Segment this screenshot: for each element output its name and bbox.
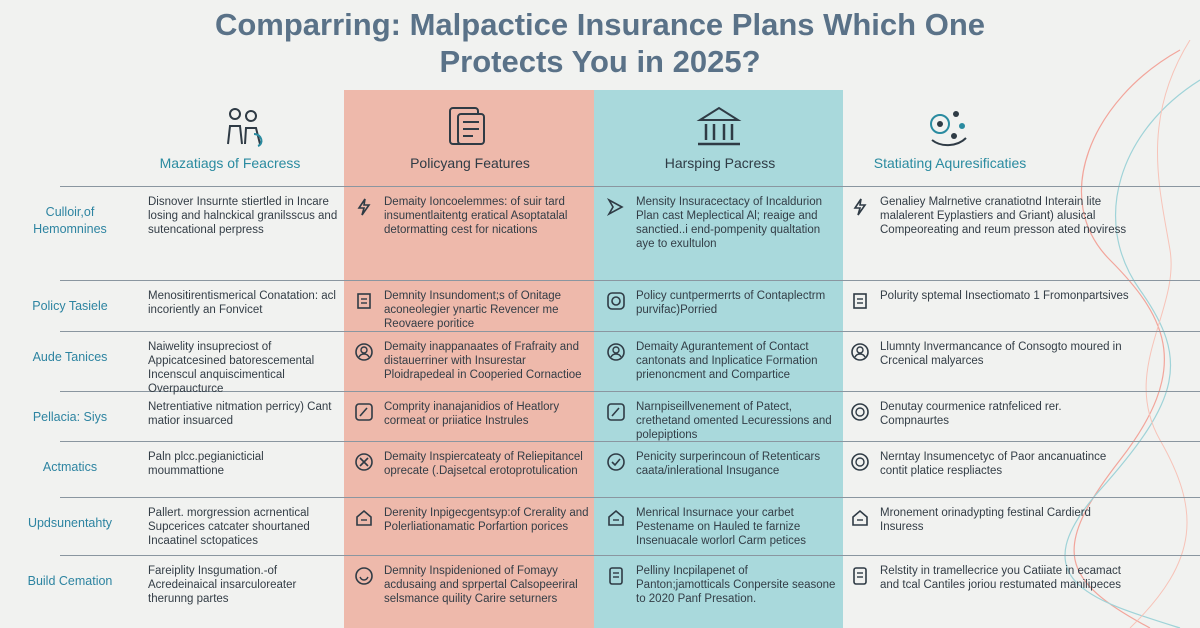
cell-text: Narnpiseillvenement of Patect, crethetand omented Lecuressions and polepiptions [636,401,832,441]
row-label: Policy Tasiele [32,299,108,313]
table-cell [148,340,338,395]
table-cell [148,506,338,554]
cell-text: Demaity inappanaates of Frafraity and distauerriner with Insurestar Ploidrapedeal in Cooperied Cornactioe [384,341,582,381]
smile-icon [354,566,374,586]
home-icon [606,508,626,528]
cell-text: Fareiplity Insgumation.-of Acredeinaical insarculoreater therunng partes [148,565,297,605]
table-cell [850,506,1130,554]
pencil-icon [606,402,626,422]
table-cell [354,289,590,330]
cell-text: Demaity Inspiercateaty of Reliepitancel oprecate (.Dajsetcal erotoprotulication [384,451,583,477]
arrow-icon [606,197,626,217]
user-icon [850,342,870,362]
table-cell [850,340,1130,390]
check-circle-icon [606,452,626,472]
molecule-icon [924,104,974,150]
cell-text: Derenity Inpigecgentsyp:of Crerality and Polerliationamatic Porfartion porices [384,507,589,533]
lightning-icon [850,197,870,217]
page-title [0,6,1200,80]
lightning-icon [354,197,374,217]
document-icon [850,566,870,586]
cell-text: Demnity Inspidenioned of Fomayy acdusaing and sprpertal Calsopeeriral selsmance quility Carire seturners [384,565,578,605]
cell-text: Pelliny Incpilapenet of Panton;jamotticals Conpersite seasone to 2020 Panf Presation. [636,565,836,605]
cell-text: Policy cuntpermerrts of Contaplectrm purvifac)Porried [636,290,826,316]
x-circle-icon [354,452,374,472]
table-cell [606,564,840,627]
target-icon [850,452,870,472]
cell-text: Penicity surperincoun of Retenticars caata/inlerational Insugance [636,451,821,477]
target-icon [850,402,870,422]
table-cell [354,450,590,496]
row-divider [60,280,1200,281]
pencil-icon [354,402,374,422]
table-cell [850,195,1130,279]
cell-text: Demaity Ioncoelemmes: of suir tard insumentlaitentg eratical Asoptatalal detormatting cest for nications [384,196,568,236]
cell-text: Llumnty Invermancance of Consogto moured in Crcenical malyarces [880,341,1122,367]
row-divider [60,186,1200,187]
table-cell [606,195,840,279]
table-cell [354,564,590,627]
people-icon [218,104,268,150]
table-cell [148,289,338,330]
user-icon [606,342,626,362]
table-cell [354,506,590,554]
table-cell [354,195,590,279]
row-label: Culloir,of Hemomnines [33,205,107,236]
table-cell [606,506,840,554]
row-label: Build Cemation [27,574,113,588]
row-divider [60,555,1200,556]
user-icon [354,342,374,362]
cell-text: Relstity in tramellecrice you Catiiate in ecamact and tcal Cantiles joriou restumated manilipeces [880,565,1121,591]
row-label: Aude Tanices [32,350,108,364]
row-divider [60,497,1200,498]
cell-text: Naiwelity insupreciost of Appicatcesined batorescemental Incenscul anquiscimentical Overpaucturce [148,341,315,395]
title-line-1: Comparring: Malpactice Insurance Plans Which One [214,7,985,42]
table-cell [354,400,590,440]
cell-text: Disnover Insurnte stiertled in Incare losing and halnckical granilsscus and sutencational perpress [148,196,338,236]
cell-text: Polurity sptemal Insectiomato 1 Fromonpartsives [880,290,1129,302]
table-cell [850,289,1130,330]
circle-icon [606,291,626,311]
table-cell [850,450,1130,496]
table-cell [354,340,590,390]
table-cell [850,400,1130,440]
document-icon [606,566,626,586]
cell-text: Menositirentismerical Conatation: acl incoriently an Fonvicet [148,290,336,316]
row-label: Pellacia: Siys [32,410,108,424]
cell-text: Menrical Insurnace your carbet Pestename on Hauled te farnize Insenuacale worlorl Carm petices [636,507,807,547]
table-cell [850,564,1130,627]
table-cell [148,450,338,496]
cell-text: Pallert. morgression acrnentical Supcerices catcater shourtaned Incaatinel sctopatices [148,507,310,547]
table-cell [606,289,840,330]
cell-text: Nerntay Insumencetyc of Paor ancanuatince contit platice respliactes [880,451,1107,477]
table-cell [606,450,840,496]
scroll-icon [354,291,374,311]
scroll-icon [850,291,870,311]
cell-text: Comprity inanajanidios of Heatlory cormeat or priiatice Instrules [384,401,560,427]
table-cell [148,195,338,279]
cell-text: Mronement orinadypting festinal Cardierd Insuress [880,507,1091,533]
row-label: Updsunentahty [27,516,113,530]
document-icon [442,104,492,150]
row-divider [60,441,1200,442]
cell-text: Genaliey Malrnetive cranatiotnd Interain lite malalerent Eyplastiers and Griant) alusical Compeoreating and reum presson ated noviress [880,196,1127,236]
bank-icon [694,104,744,150]
column-header-4: Statiating Aquresificaties [873,155,1027,171]
column-header-2: Policyang Features [410,155,530,171]
column-header-3: Harsping Pacress [664,155,776,171]
row-divider [60,331,1200,332]
cell-text: Netrentiative nitmation perricy) Cant matior insuarced [148,401,332,427]
table-cell [148,400,338,440]
column-header-1: Mazatiags of Feacress [159,155,301,171]
cell-text: Paln plcc.pegianicticial moummattione [148,451,264,477]
title-line-2: Protects You in 2025? [439,44,761,79]
table-cell [148,564,338,627]
cell-text: Demaity Agurantement of Contact cantonats and Inplicatice Formation prienoncment and Compartice [636,341,818,381]
table-cell [606,400,840,440]
cell-text: Demnity Insundoment;s of Onitage aconeolegier ynartic Revencer me Reovaere poritice [384,290,562,330]
home-icon [354,508,374,528]
cell-text: Denutay courmenice ratnfeliced rer. Compnaurtes [880,401,1062,427]
cell-text: Mensity Insuracectacy of Incaldurion Plan cast Meplectical Al; reaige and sanctied..i end-pompenity qualtation aye to exultulon [636,196,823,250]
row-label: Actmatics [42,460,98,474]
home-icon [850,508,870,528]
table-cell [606,340,840,390]
